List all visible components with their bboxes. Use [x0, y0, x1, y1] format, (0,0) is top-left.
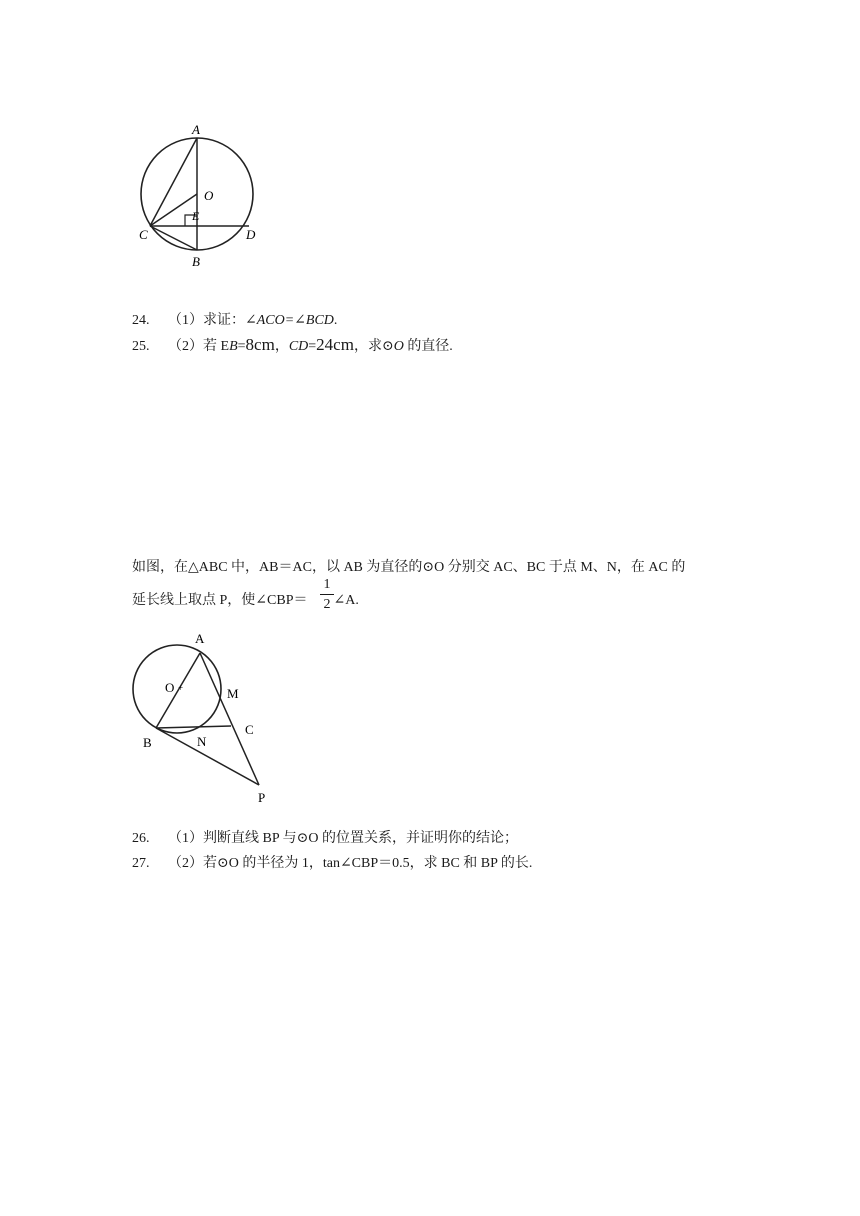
angle-equation: ∠ACO=∠BCD — [245, 313, 334, 328]
value-cd: 24cm — [316, 335, 354, 354]
label-a: A — [195, 631, 205, 646]
segment-cb — [150, 226, 197, 250]
line-2-start: 延长线上取点 P，使∠CBP＝ — [132, 593, 308, 608]
label-c: C — [139, 227, 148, 242]
question-number: 25. — [132, 339, 150, 354]
label-b: B — [143, 735, 152, 750]
label-b-italic: B — [229, 339, 238, 354]
label-o-italic: O — [393, 339, 404, 354]
question-text: （1）判断直线 BP 与⊙O 的位置关系，并证明你的结论； — [168, 831, 518, 846]
label-c: C — [245, 722, 254, 737]
fraction-bar — [320, 594, 334, 595]
fraction-denominator: 2 — [323, 597, 331, 612]
segment-bp — [156, 728, 259, 785]
fraction-one-half — [320, 576, 334, 613]
equals: = — [308, 339, 317, 354]
question-part: （1）求证： — [168, 313, 245, 328]
circle-figure-1 — [130, 118, 280, 293]
equals: = — [237, 339, 246, 354]
separator: ， — [274, 339, 289, 354]
label-d: D — [246, 227, 256, 242]
question-27 — [132, 854, 532, 874]
text-end: 的直径. — [403, 339, 453, 354]
label-b: B — [192, 254, 200, 269]
label-n: N — [197, 734, 207, 749]
value-eb: 8cm — [245, 335, 275, 354]
segment-bc — [156, 726, 231, 728]
fraction-numerator: 1 — [323, 577, 331, 592]
label-cd: CD — [288, 339, 309, 354]
label-o: O — [204, 188, 214, 203]
period: . — [333, 313, 338, 328]
center-mark: + — [178, 683, 184, 693]
question-26 — [132, 829, 518, 849]
segment-ca — [150, 138, 197, 226]
question-number: 26. — [132, 831, 150, 846]
question-part: （2）若 E — [168, 339, 230, 354]
question-text: （2）若⊙O 的半径为 1，tan∠CBP＝0.5，求 BC 和 BP 的长. — [168, 856, 533, 871]
question-number: 24. — [132, 313, 150, 328]
triangle-circle-figure-2 — [128, 625, 278, 810]
circle-o — [133, 645, 221, 733]
label-e: E — [192, 209, 200, 223]
question-24 — [132, 311, 337, 331]
segment-co — [150, 194, 197, 226]
line-2-end: ∠A. — [333, 593, 359, 608]
label-a: A — [192, 122, 200, 137]
label-o: O — [165, 680, 175, 695]
label-m: M — [227, 686, 239, 701]
problem-2-line-1: 如图，在△ABC 中，AB＝AC，以 AB 为直径的⊙O 分别交 AC、BC 于点 M、N，在 AC 的 — [132, 560, 686, 575]
text-mid: ，求⊙ — [353, 339, 394, 354]
label-p: P — [258, 790, 266, 805]
question-25 — [132, 335, 453, 357]
question-number: 27. — [132, 856, 150, 871]
